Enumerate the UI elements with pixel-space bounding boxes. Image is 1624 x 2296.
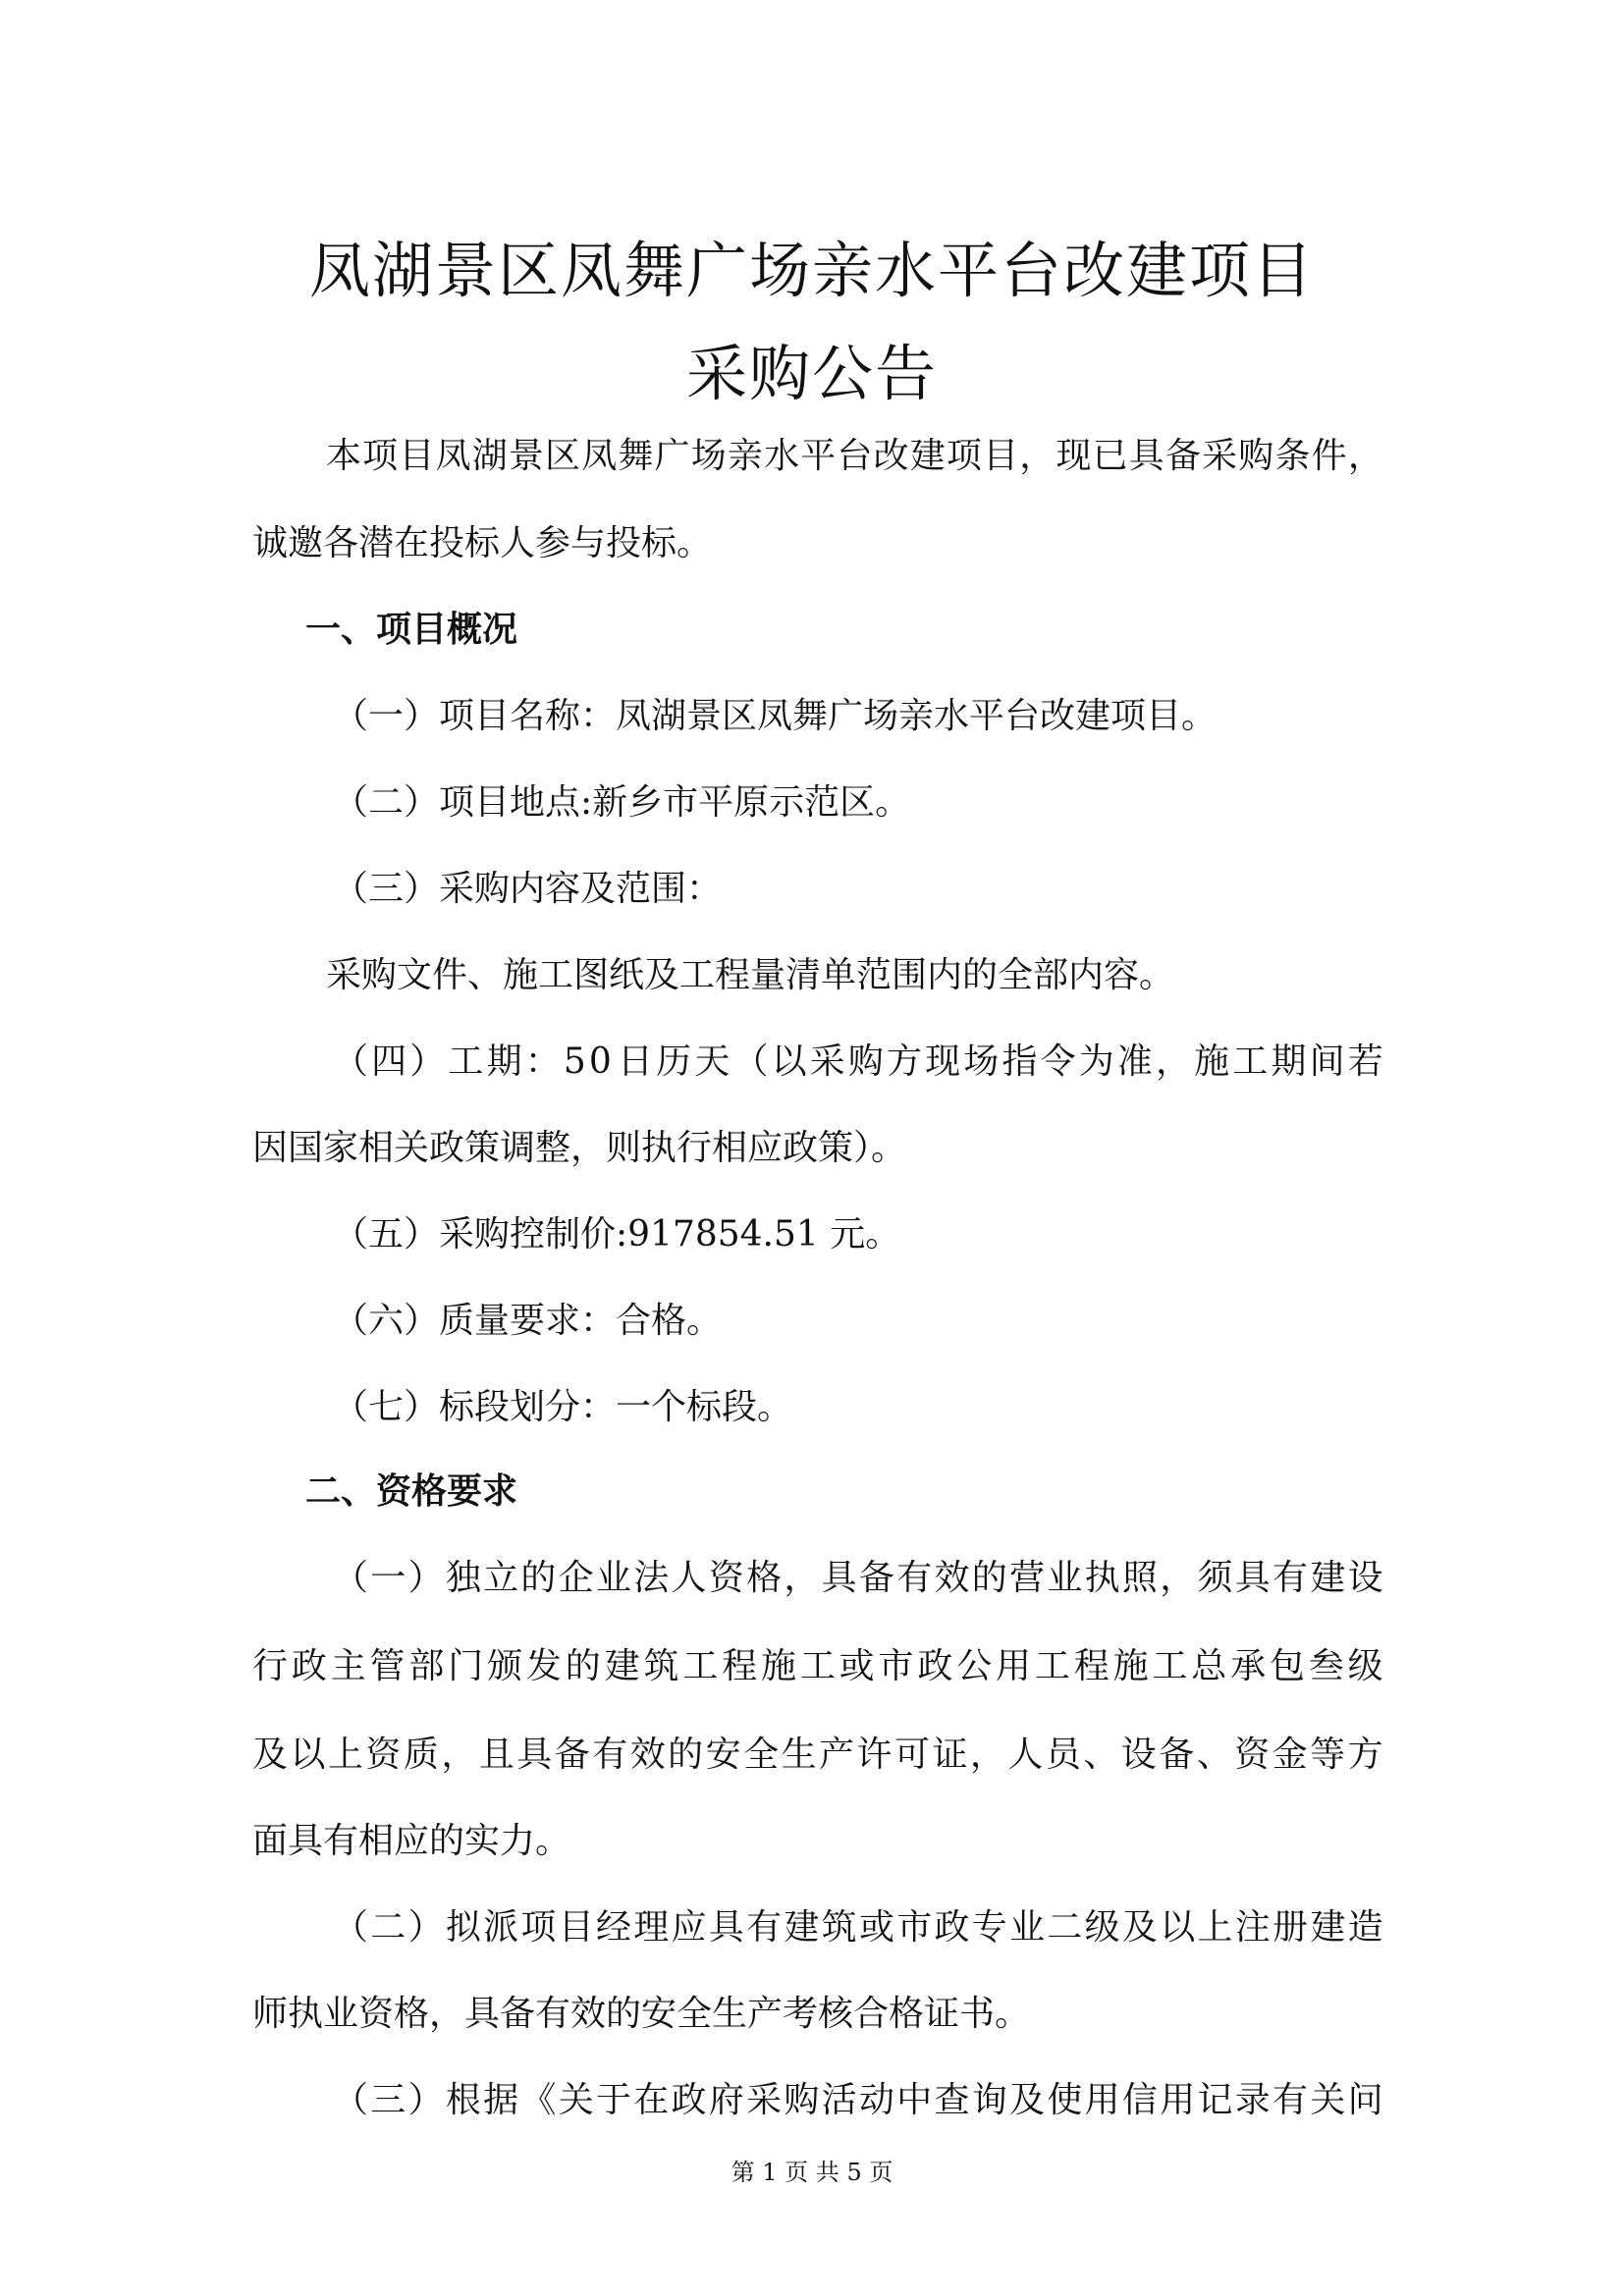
intro-paragraph-line: 诚邀各潜在投标人参与投标。 [252,523,713,563]
section-heading-qualification: 二、资格要求 [305,1471,518,1512]
construction-period-item: （ 四 ） 工 期 ： 5 0 日 历 天 （ 以 采 购 方 现 场 指 令 为 准 ， 施 工 期 间 若 [333,1041,1383,1082]
procurement-scope-item: （三）采购内容及范围： [333,869,723,909]
quality-requirement-item: （六）质量要求：合格。 [333,1301,723,1341]
page-number-footer: 第 1 页 共 5 页 [731,2159,893,2186]
document-title-line-2: 采购公告 [685,338,938,409]
procurement-scope-detail: 采购文件、施工图纸及工程量清单范围内的全部内容。 [326,955,1175,995]
qualification-requirement-1-continued: 面具有相应的实力。 [252,1821,571,1861]
qualification-requirement-2-continued: 师执业资格，具备有效的安全生产考核合格证书。 [252,1994,1031,2034]
section-heading-project-overview: 一、项目概况 [305,610,518,650]
construction-period-item-continued: 因国家相关政策调整，则执行相应政策）。 [252,1128,907,1168]
bid-section-item: （七）标段划分：一个标段。 [333,1387,793,1427]
qualification-requirement-2: （ 二 ） 拟 派 项 目 经 理 应 具 有 建 筑 或 市 政 专 业 二 级 及 以 上 注 册 建 造 [333,1907,1383,1948]
project-name-item: （一）项目名称：凤湖景区凤舞广场亲水平台改建项目。 [333,696,1218,736]
qualification-requirement-1: （ 一 ） 独 立 的 企 业 法 人 资 格 ， 具 备 有 效 的 营 业 执 照 ， 须 具 有 建 设 [333,1558,1383,1598]
project-location-item: （二）项目地点:新乡市平原示范区。 [333,782,911,823]
document-title-line-1: 凤湖景区凤舞广场亲水平台改建项目 [308,235,1315,306]
control-price-item: （五）采购控制价:917854.51 元。 [333,1214,901,1255]
qualification-requirement-1-continued: 行 政 主 管 部 门 颁 发 的 建 筑 工 程 施 工 或 市 政 公 用 工 程 施 工 总 承 包 叁 级 [252,1646,1383,1686]
qualification-requirement-3: （ 三 ） 根 据 《 关 于 在 政 府 采 购 活 动 中 查 询 及 使 用 信 用 记 录 有 关 问 [333,2080,1383,2120]
intro-paragraph-line: 本 项 目 凤 湖 景 区 凤 舞 广 场 亲 水 平 台 改 建 项 目 ， 现 已 具 备 采 购 条 件 ， [326,436,1383,476]
qualification-requirement-1-continued: 及 以 上 资 质 ， 且 具 备 有 效 的 安 全 生 产 许 可 证 ， 人 员 、 设 备 、 资 金 等 方 [252,1735,1383,1775]
